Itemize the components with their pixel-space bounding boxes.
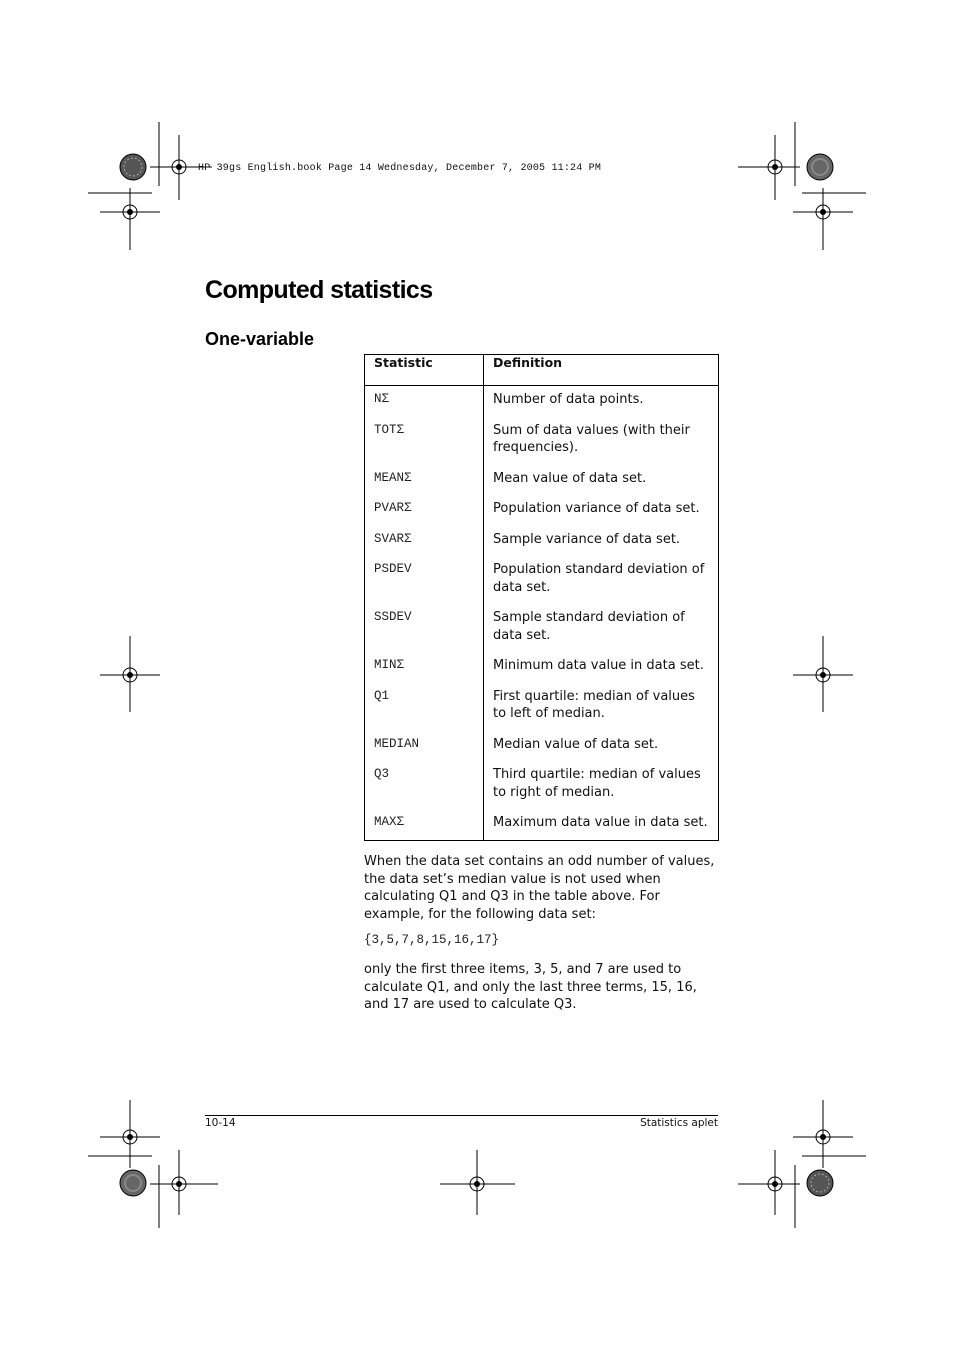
table-row [365, 761, 719, 809]
table-row [365, 604, 719, 652]
statistic-definition: Population variance of data set. [484, 495, 719, 526]
footer-section-name: Statistics aplet [640, 1117, 718, 1129]
statistic-definition: Number of data points. [484, 386, 719, 417]
statistic-name: SVARΣ [365, 526, 484, 557]
section-subtitle: One-variable [205, 329, 315, 349]
table-row [365, 417, 719, 465]
table-row [365, 495, 719, 526]
statistic-name: SSDEV [365, 604, 484, 652]
statistic-name: MEANΣ [365, 465, 484, 496]
body-paragraph-1: When the data set contains an odd number of values, the data set’s median value is not used when calculating Q1 and Q3 in the table above. For example, for the following data set: [364, 854, 715, 922]
table-row [365, 556, 719, 604]
statistic-definition: Sample standard deviation of data set. [484, 604, 719, 652]
statistic-definition: Population standard deviation of data set. [484, 556, 719, 604]
statistic-name: MEDIAN [365, 731, 484, 762]
statistic-definition: Mean value of data set. [484, 465, 719, 496]
statistic-definition: Maximum data value in data set. [484, 809, 719, 840]
body-paragraph-2: only the first three items, 3, 5, and 7 are used to calculate Q1, and only the last three terms, 15, 16, and 17 are used to calculate Q3. [364, 962, 697, 1012]
table-row [365, 731, 719, 762]
column-header-statistic: Statistic [365, 355, 484, 386]
statistic-name: MAXΣ [365, 809, 484, 840]
table-header-row [365, 355, 719, 386]
table-row [365, 526, 719, 557]
statistic-definition: Minimum data value in data set. [484, 652, 719, 683]
statistic-name: TOTΣ [365, 417, 484, 465]
statistic-name: PSDEV [365, 556, 484, 604]
statistic-definition: First quartile: median of values to left of median. [484, 683, 719, 731]
statistics-table [364, 354, 719, 841]
statistic-definition: Third quartile: median of values to right of median. [484, 761, 719, 809]
statistic-name: Q1 [365, 683, 484, 731]
print-header: HP 39gs English.book Page 14 Wednesday, December 7, 2005 11:24 PM [198, 163, 602, 174]
statistic-name: NΣ [365, 386, 484, 417]
table-row [365, 809, 719, 840]
example-data-set: {3,5,7,8,15,16,17} [364, 933, 500, 947]
page-title: Computed statistics [205, 276, 433, 304]
footer-page-number: 10-14 [205, 1117, 236, 1129]
statistic-definition: Sum of data values (with their frequencies). [484, 417, 719, 465]
statistic-name: MINΣ [365, 652, 484, 683]
table-row [365, 683, 719, 731]
table-row [365, 652, 719, 683]
statistic-definition: Sample variance of data set. [484, 526, 719, 557]
column-header-definition: Definition [484, 355, 719, 386]
footer-divider [205, 1115, 718, 1116]
statistic-definition: Median value of data set. [484, 731, 719, 762]
statistic-name: Q3 [365, 761, 484, 809]
table-row [365, 465, 719, 496]
table-row [365, 386, 719, 417]
statistic-name: PVARΣ [365, 495, 484, 526]
